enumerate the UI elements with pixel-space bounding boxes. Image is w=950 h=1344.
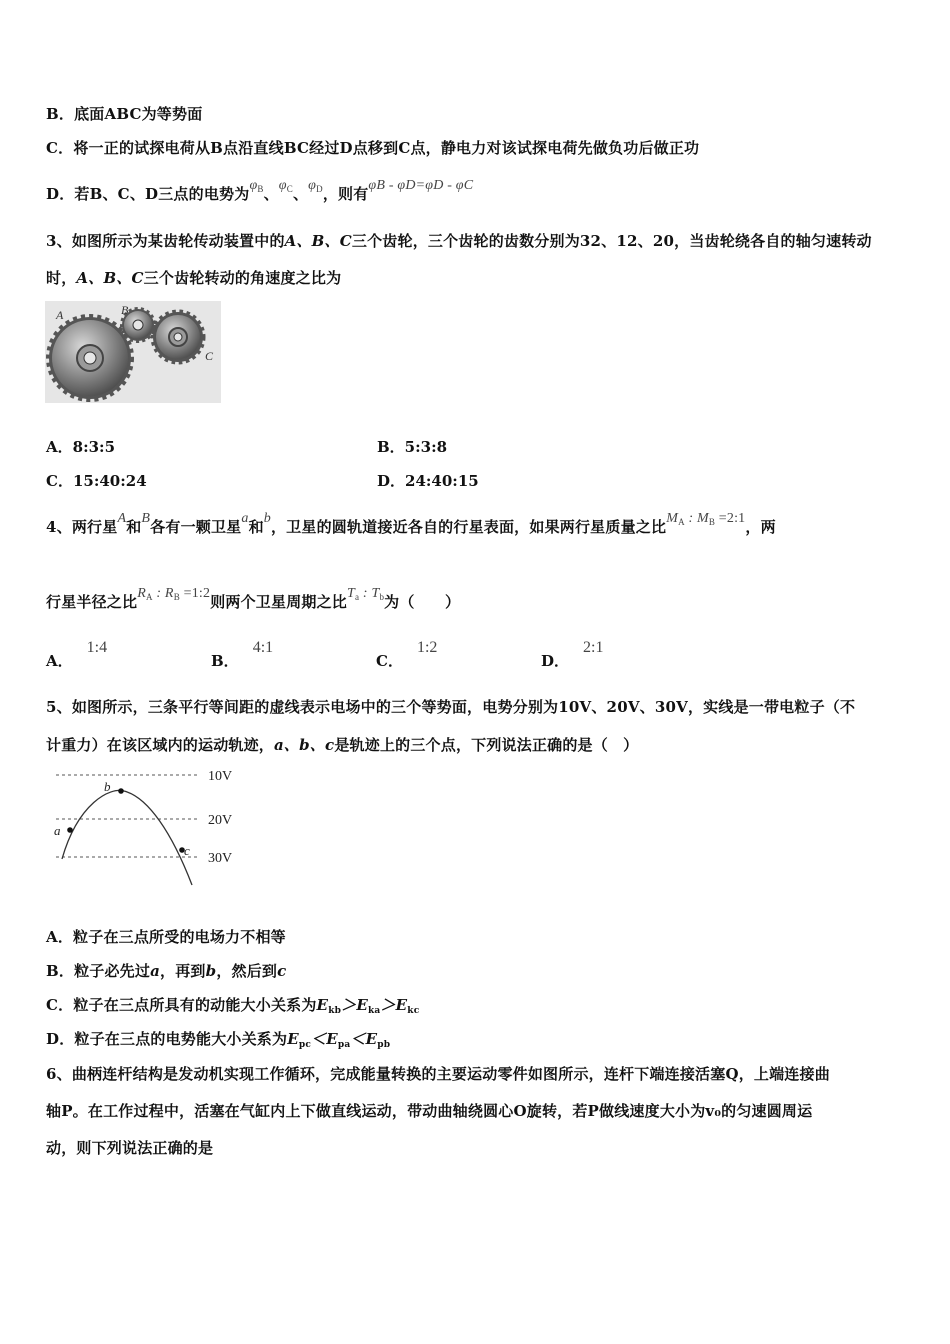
q5-b-text-c: ，然后到 [216,962,278,980]
sat-b: b [263,511,271,526]
q5-b-b: b [205,962,217,980]
sat-a: a [241,511,249,526]
label-20v: 20V [208,813,233,828]
q5-b-a: a [150,962,161,980]
field-figure [48,763,248,893]
q5-c-relation: $E_{kb}>E_{ka}>E_{kc}$ [316,996,420,1016]
q4-option-c: C．1:2 [376,639,438,670]
q2-option-d [46,178,474,204]
q3-option-c: C．15:40:24 [46,472,147,490]
q4-option-a: A．1:4 [46,639,108,670]
q3-abc: A、B、C [284,232,352,250]
radius-ratio: $R_A$ : $R_B$ =1:2 [137,586,211,602]
q5-stem-line1: 5、如图所示，三条平行等间距的虚线表示电场中的三个等势面，电势分别为10V、20V、30V，实线是一带电粒子（不 [46,698,856,716]
point-b [118,788,124,794]
q5-option-c [46,994,419,1016]
q3-text-d: 三个齿轮转动的角速度之比为 [143,269,342,287]
q3-stem-line1 [46,230,872,251]
q3-stem-line2 [46,267,341,288]
q4-text-b: 各有一颗卫星 [150,518,242,536]
planet-a: A [117,511,127,526]
label-b: b [104,779,111,794]
gear-c [153,312,203,362]
q3-option-a: A．8:3:5 [46,438,116,456]
q4-stem-line2 [46,586,461,612]
q5-option-d [46,1028,390,1050]
label-30v: 30V [208,851,233,866]
q4-text-a: 4、两行星 [46,518,118,536]
q2-option-c: C．将一正的试探电荷从B点沿直线BC经过D点移到C点，静电力对该试探电荷先做负功后做正功 [46,139,700,157]
q2-d-prefix: D．若B、C、D三点的电势为 [46,185,250,203]
q4-text-d: ，两 [745,518,776,536]
q3-option-d: D．24:40:15 [377,472,479,490]
q3-text-b: 三个齿轮，三个齿轮的齿数分别为32、12、20，当齿轮绕各自的轴匀速转动 [351,232,872,250]
q4-text-g: 为（ ） [384,593,461,611]
q4-option-d-value: 2:1 [583,639,604,656]
q5-text-a: 计重力）在该区域内的运动轨迹， [46,736,275,754]
q3-abc-2: A、B、C [76,269,144,287]
q3-text-c: 时， [46,269,77,287]
q5-stem-line2 [46,734,638,755]
q5-text-b: 是轨迹上的三个点，下列说法正确的是（ ） [334,736,639,754]
label-c: c [184,843,190,858]
q4-option-b-value: 4:1 [252,639,274,656]
q6-stem-line1: 6、曲柄连杆结构是发动机实现工作循环，完成能量转换的主要运动零件如图所示，连杆下端连接活塞Q，上端连接曲 [46,1065,830,1083]
q5-b-c: c [277,962,287,980]
gear-label-a: A [56,308,64,322]
q4-and: 和 [126,518,142,536]
q5-c-text: C．粒子在三点所具有的动能大小关系为 [46,996,317,1014]
period-ratio: $T_a$ : $T_b$ [347,586,385,602]
mass-ratio: $M_A$ : $M_B$ =2:1 [666,511,746,527]
q4-text-f: 则两个卫星周期之比 [210,593,347,611]
q4-option-b: B．4:1 [211,639,274,670]
phi-b: $\varphi_B$ [249,178,264,194]
gear-figure [45,301,221,403]
phi-c: $\varphi_C$ [278,178,293,194]
q4-option-d: D．2:1 [541,639,604,670]
q3-text-a: 3、如图所示为某齿轮传动装置中的 [46,232,285,250]
point-a [67,827,73,833]
label-a: a [54,823,61,838]
sep1: 、 [263,185,279,203]
q5-b-text-b: ，再到 [160,962,206,980]
gear-a [49,317,131,399]
gear-label-b: B [121,303,129,317]
label-10v: 10V [208,769,233,784]
q6-stem-line3: 动，则下列说法正确的是 [46,1139,214,1157]
q4-text-c: ，卫星的圆轨道接近各自的行星表面，如果两行星质量之比 [270,518,667,536]
sep2: 、 [292,185,309,203]
q4-and-2: 和 [248,518,264,536]
q5-option-b [46,960,286,981]
phi-equation: φB - φD=φD - φC [368,178,474,193]
q6-stem-line2: 轴P。在工作过程中，活塞在气缸内上下做直线运动，带动曲轴绕圆心O旋转，若P做线速度大小为v₀的匀速圆周运 [46,1102,813,1120]
phi-d: $\varphi_D$ [308,178,323,194]
q5-d-text: D．粒子在三点的电势能大小关系为 [46,1030,288,1048]
particle-trajectory [62,790,192,885]
q5-abc: a、b、c [274,736,335,754]
q4-option-c-value: 1:2 [416,639,438,656]
q4-stem-line1 [46,511,776,537]
q5-d-relation: $E_{pc}<E_{pa}<E_{pb}$ [287,1030,391,1050]
planet-b: B [141,511,151,526]
q3-option-b: B．5:3:8 [377,438,448,456]
q2-option-b: B．底面ABC为等势面 [46,105,203,123]
gear-label-c: C [205,349,214,363]
q4-option-a-value: 1:4 [86,639,108,656]
q5-option-a: A．粒子在三点所受的电场力不相等 [46,928,286,946]
q5-b-text-a: B．粒子必先过 [46,962,151,980]
q2-d-middle: ，则有 [322,185,369,203]
q4-text-e: 行星半径之比 [46,593,138,611]
